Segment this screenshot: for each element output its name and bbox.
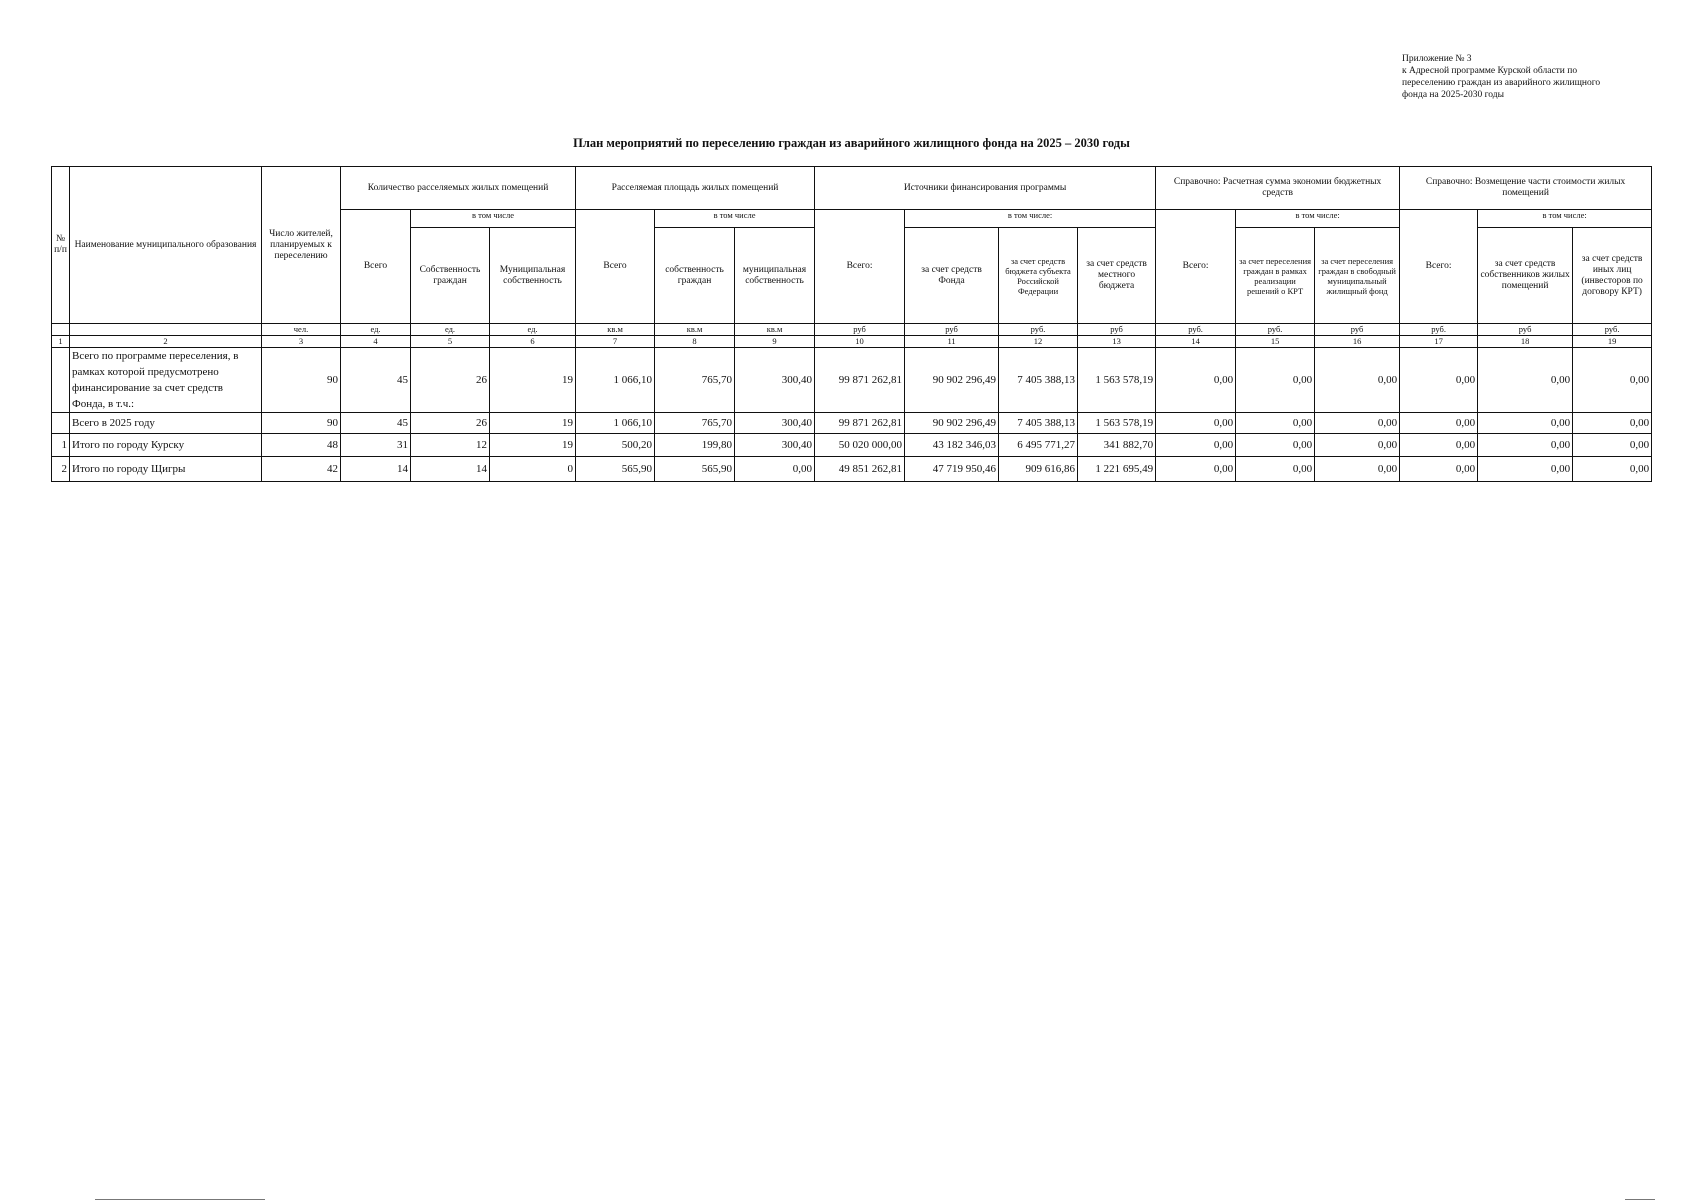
row-index: 1 <box>52 434 70 457</box>
unit-cell: ед. <box>490 324 576 336</box>
table-cell: 341 882,70 <box>1078 434 1156 457</box>
table-cell: 0,00 <box>1400 413 1478 434</box>
header-count-total: Всего <box>341 210 411 324</box>
unit-cell: руб <box>815 324 905 336</box>
unit-cell: руб. <box>1156 324 1236 336</box>
unit-cell: ед. <box>411 324 490 336</box>
table-cell: 19 <box>490 413 576 434</box>
appendix-line: переселению граждан из аварийного жилищного <box>1402 78 1601 88</box>
table-cell: 300,40 <box>735 434 815 457</box>
table-cell: 565,90 <box>576 457 655 482</box>
unit-cell <box>70 324 262 336</box>
row-municipality-name: Итого по городу Щигры <box>70 457 262 482</box>
table-cell: 0,00 <box>1573 434 1652 457</box>
header-area-including: в том числе <box>655 210 815 228</box>
unit-cell: чел. <box>262 324 341 336</box>
column-numbers-row <box>52 336 1652 348</box>
column-number-cell: 14 <box>1156 336 1236 348</box>
table-cell: 90 902 296,49 <box>905 348 999 413</box>
table-cell: 1 221 695,49 <box>1078 457 1156 482</box>
table-cell: 19 <box>490 434 576 457</box>
header-municipal-property: Муниципальная собственность <box>490 228 576 324</box>
row-municipality-name: Всего по программе переселения, в рамках которой предусмотрено финансирование за счет средств Фонда, в т.ч.: <box>70 348 262 413</box>
table-cell: 0,00 <box>1400 457 1478 482</box>
document-title: План мероприятий по переселению граждан из аварийного жилищного фонда на 2025 – 2030 годы <box>573 136 1130 150</box>
table-cell: 0,00 <box>735 457 815 482</box>
column-number-cell: 19 <box>1573 336 1652 348</box>
table-cell: 0,00 <box>1236 348 1315 413</box>
header-other-persons-funds: за счет средств иных лиц (инвесторов по договору КРТ) <box>1573 228 1652 324</box>
appendix-line: к Адресной программе Курской области по <box>1402 66 1578 76</box>
unit-cell: руб. <box>1573 324 1652 336</box>
table-cell: 0,00 <box>1236 434 1315 457</box>
header-finance-group: Источники финансирования программы <box>815 167 1156 210</box>
table-cell: 0,00 <box>1478 413 1573 434</box>
table-cell: 0,00 <box>1400 348 1478 413</box>
table-cell: 565,90 <box>655 457 735 482</box>
table-cell: 500,20 <box>576 434 655 457</box>
table-cell: 7 405 388,13 <box>999 348 1078 413</box>
table-cell: 300,40 <box>735 348 815 413</box>
column-number-cell: 9 <box>735 336 815 348</box>
table-row <box>52 434 1652 457</box>
table-row <box>52 413 1652 434</box>
header-area-municipal: муниципальная собственность <box>735 228 815 324</box>
column-number-cell: 7 <box>576 336 655 348</box>
header-reimbursement-group: Справочно: Возмещение части стоимости жилых помещений <box>1400 167 1652 210</box>
units-row <box>52 324 1652 336</box>
table-cell: 0,00 <box>1156 413 1236 434</box>
table-cell: 0,00 <box>1156 457 1236 482</box>
table-cell: 765,70 <box>655 348 735 413</box>
header-area-group: Расселяемая площадь жилых помещений <box>576 167 815 210</box>
header-free-municipal-fund: за счет переселения граждан в свободный муниципальный жилищный фонд <box>1315 228 1400 324</box>
table-cell: 49 851 262,81 <box>815 457 905 482</box>
table-cell: 19 <box>490 348 576 413</box>
unit-cell: руб <box>1478 324 1573 336</box>
table-row <box>52 348 1652 413</box>
header-reimb-including: в том числе: <box>1478 210 1652 228</box>
unit-cell: руб. <box>1400 324 1478 336</box>
header-krt-resettlement: за счет переселения граждан в рамках реализации решений о КРТ <box>1236 228 1315 324</box>
unit-cell: кв.м <box>735 324 815 336</box>
column-number-cell: 15 <box>1236 336 1315 348</box>
table-cell: 300,40 <box>735 413 815 434</box>
table-cell: 6 495 771,27 <box>999 434 1078 457</box>
table-cell: 0,00 <box>1315 413 1400 434</box>
column-number-cell: 6 <box>490 336 576 348</box>
table-cell: 1 563 578,19 <box>1078 348 1156 413</box>
unit-cell: руб <box>905 324 999 336</box>
table-cell: 90 902 296,49 <box>905 413 999 434</box>
header-citizens-property: Собственность граждан <box>411 228 490 324</box>
row-index <box>52 413 70 434</box>
table-cell: 0,00 <box>1478 348 1573 413</box>
table-cell: 0,00 <box>1573 457 1652 482</box>
row-municipality-name: Итого по городу Курску <box>70 434 262 457</box>
table-cell: 43 182 346,03 <box>905 434 999 457</box>
row-index <box>52 348 70 413</box>
unit-cell: руб. <box>1236 324 1315 336</box>
header-subject-budget: за счет средств бюджета субъекта Российской Федерации <box>999 228 1078 324</box>
column-number-cell: 12 <box>999 336 1078 348</box>
table-cell: 26 <box>411 413 490 434</box>
header-savings-total: Всего: <box>1156 210 1236 324</box>
header-residents: Число жителей, планируемых к переселению <box>262 167 341 324</box>
unit-cell: руб. <box>999 324 1078 336</box>
table-cell: 199,80 <box>655 434 735 457</box>
column-number-cell: 16 <box>1315 336 1400 348</box>
table-cell: 45 <box>341 413 411 434</box>
header-municipality: Наименование муниципального образования <box>70 167 262 324</box>
table-cell: 0,00 <box>1400 434 1478 457</box>
table-cell: 12 <box>411 434 490 457</box>
header-owners-funds: за счет средств собственников жилых помещений <box>1478 228 1573 324</box>
table-cell: 99 871 262,81 <box>815 348 905 413</box>
header-count-group: Количество расселяемых жилых помещений <box>341 167 576 210</box>
header-reimb-total: Всего: <box>1400 210 1478 324</box>
column-number-cell: 18 <box>1478 336 1573 348</box>
table-cell: 1 066,10 <box>576 413 655 434</box>
table-cell: 1 563 578,19 <box>1078 413 1156 434</box>
table-cell: 0,00 <box>1573 413 1652 434</box>
table-cell: 0,00 <box>1315 348 1400 413</box>
header-savings-group: Справочно: Расчетная сумма экономии бюджетных средств <box>1156 167 1400 210</box>
table-cell: 0,00 <box>1478 457 1573 482</box>
table-cell: 99 871 262,81 <box>815 413 905 434</box>
table-cell: 48 <box>262 434 341 457</box>
column-number-cell: 13 <box>1078 336 1156 348</box>
header-count-including: в том числе <box>411 210 576 228</box>
header-area-citizens: собственность граждан <box>655 228 735 324</box>
row-index: 2 <box>52 457 70 482</box>
header-fund: за счет средств Фонда <box>905 228 999 324</box>
table-cell: 42 <box>262 457 341 482</box>
table-cell: 0,00 <box>1236 457 1315 482</box>
table-cell: 47 719 950,46 <box>905 457 999 482</box>
table-cell: 50 020 000,00 <box>815 434 905 457</box>
table-cell: 765,70 <box>655 413 735 434</box>
unit-cell: руб <box>1078 324 1156 336</box>
unit-cell <box>52 324 70 336</box>
header-area-total: Всего <box>576 210 655 324</box>
table-cell: 0,00 <box>1315 457 1400 482</box>
table-cell: 7 405 388,13 <box>999 413 1078 434</box>
column-number-cell: 10 <box>815 336 905 348</box>
unit-cell: ед. <box>341 324 411 336</box>
appendix-line: Приложение № 3 <box>1402 54 1472 64</box>
header-num: № п/п <box>52 167 70 324</box>
column-number-cell: 4 <box>341 336 411 348</box>
table-cell: 90 <box>262 413 341 434</box>
unit-cell: кв.м <box>655 324 735 336</box>
table-body <box>52 348 1652 482</box>
appendix-line: фонда на 2025-2030 годы <box>1402 90 1504 100</box>
column-number-cell: 1 <box>52 336 70 348</box>
table-cell: 0,00 <box>1573 348 1652 413</box>
column-number-cell: 8 <box>655 336 735 348</box>
table-cell: 1 066,10 <box>576 348 655 413</box>
column-number-cell: 3 <box>262 336 341 348</box>
table-cell: 0,00 <box>1156 348 1236 413</box>
table-cell: 31 <box>341 434 411 457</box>
table-cell: 45 <box>341 348 411 413</box>
column-number-cell: 17 <box>1400 336 1478 348</box>
column-number-cell: 11 <box>905 336 999 348</box>
row-municipality-name: Всего в 2025 году <box>70 413 262 434</box>
appendix-note <box>1402 53 1652 101</box>
table-cell: 0,00 <box>1236 413 1315 434</box>
header-savings-including: в том числе: <box>1236 210 1400 228</box>
table-cell: 0,00 <box>1478 434 1573 457</box>
table-cell: 0 <box>490 457 576 482</box>
unit-cell: кв.м <box>576 324 655 336</box>
table-cell: 0,00 <box>1156 434 1236 457</box>
table-cell: 0,00 <box>1315 434 1400 457</box>
table-cell: 14 <box>411 457 490 482</box>
column-number-cell: 2 <box>70 336 262 348</box>
header-local-budget: за счет средств местного бюджета <box>1078 228 1156 324</box>
table-row <box>52 457 1652 482</box>
resettlement-plan-table <box>51 166 1652 482</box>
unit-cell: руб <box>1315 324 1400 336</box>
column-number-cell: 5 <box>411 336 490 348</box>
table-cell: 14 <box>341 457 411 482</box>
header-finance-total: Всего: <box>815 210 905 324</box>
table-cell: 90 <box>262 348 341 413</box>
table-cell: 909 616,86 <box>999 457 1078 482</box>
header-finance-including: в том числе: <box>905 210 1156 228</box>
table-cell: 26 <box>411 348 490 413</box>
